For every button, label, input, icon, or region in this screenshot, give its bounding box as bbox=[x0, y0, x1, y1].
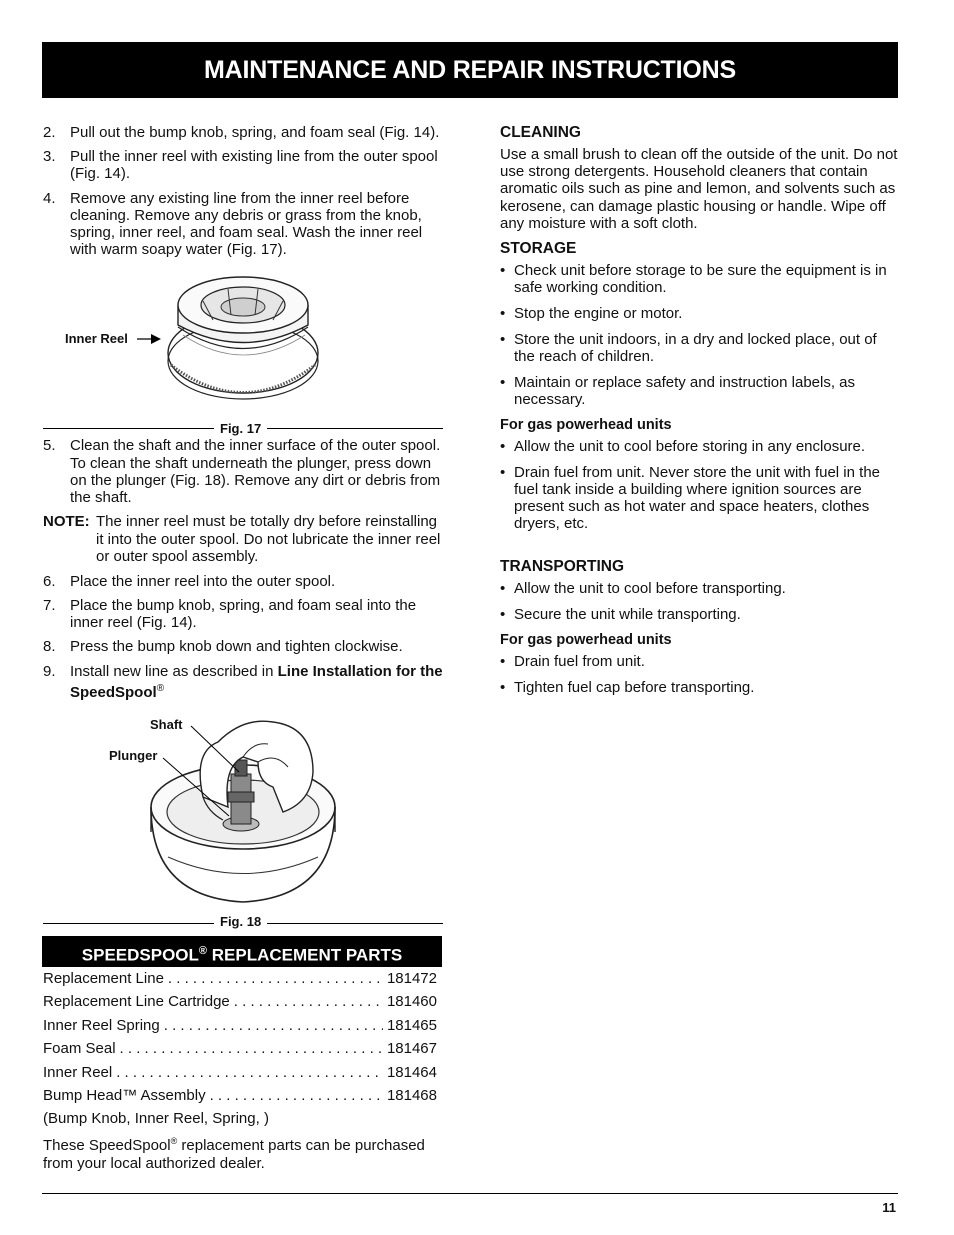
list-item bbox=[500, 374, 900, 408]
bullet-text: Check unit before storage to be sure the equipment is in safe working condition. bbox=[514, 262, 887, 297]
list-item bbox=[500, 438, 900, 455]
list-item bbox=[500, 580, 900, 597]
registered-mark: ® bbox=[170, 1136, 178, 1147]
part-number: 181460 bbox=[386, 993, 437, 1011]
part-row bbox=[43, 993, 437, 1016]
step-7 bbox=[43, 597, 443, 631]
part-row bbox=[43, 1017, 437, 1040]
figure-caption: Fig. 18 bbox=[214, 914, 267, 929]
leader-dots bbox=[164, 1017, 383, 1034]
shaft-plunger-illustration bbox=[43, 712, 443, 912]
part-number: 181465 bbox=[386, 1016, 437, 1034]
plunger-label: Plunger bbox=[109, 748, 158, 763]
leader-dots bbox=[210, 1087, 383, 1104]
step-number: 6. bbox=[43, 572, 56, 590]
step-9 bbox=[43, 663, 443, 701]
leader-dots bbox=[234, 993, 383, 1010]
list-item bbox=[500, 464, 900, 533]
note-label: NOTE: bbox=[43, 513, 90, 531]
bullet-icon: • bbox=[500, 580, 506, 598]
step-8 bbox=[43, 638, 443, 655]
list-item bbox=[500, 679, 900, 696]
step-6 bbox=[43, 573, 443, 590]
step-number: 9. bbox=[43, 662, 56, 680]
part-row bbox=[43, 970, 437, 993]
shaft-label: Shaft bbox=[150, 717, 183, 732]
list-item bbox=[500, 331, 900, 365]
step-bold-ref: Line Installation for the SpeedSpool bbox=[70, 662, 443, 701]
leader-dots bbox=[120, 1040, 383, 1057]
step-2 bbox=[43, 124, 443, 141]
step-number: 2. bbox=[43, 124, 56, 141]
parts-footer-note bbox=[43, 1133, 437, 1171]
figure-17 bbox=[43, 265, 443, 437]
bullet-icon: • bbox=[500, 463, 506, 481]
step-number: 8. bbox=[43, 638, 56, 656]
parts-section-title bbox=[42, 936, 442, 971]
leader-dots bbox=[116, 1064, 383, 1081]
bullet-icon: • bbox=[500, 330, 506, 348]
step-number: 3. bbox=[43, 148, 56, 166]
part-row bbox=[43, 1040, 437, 1063]
part-name: Foam Seal bbox=[43, 1040, 116, 1058]
parts-sub-note: (Bump Knob, Inner Reel, Spring, ) bbox=[43, 1110, 269, 1128]
part-name: Replacement Line Cartridge bbox=[43, 993, 230, 1011]
parts-list bbox=[43, 970, 437, 1172]
footer-text-a: These SpeedSpool bbox=[43, 1137, 171, 1155]
part-name: Replacement Line bbox=[43, 970, 164, 987]
step-text: Remove any existing line from the inner reel before cleaning. Remove any debris or grass from the knob, spring, inner reel, and foam seal. Wash the inner reel with warm soapy water (Fig. 17). bbox=[70, 189, 423, 259]
step-text: Pull out the bump knob, spring, and foam seal (Fig. 14). bbox=[70, 124, 440, 141]
step-4 bbox=[43, 190, 443, 259]
footer-text-b: replacement parts can be purchased from your local authorized dealer. bbox=[43, 1137, 425, 1172]
parts-section-header bbox=[42, 936, 442, 967]
left-column bbox=[43, 124, 443, 708]
footer-divider bbox=[42, 1193, 898, 1194]
step-number: 7. bbox=[43, 596, 56, 614]
part-name: Bump Head™ Assembly bbox=[43, 1086, 206, 1104]
bullet-text: Stop the engine or motor. bbox=[514, 305, 683, 323]
note-text: The inner reel must be totally dry before reinstalling it into the outer spool. Do not lubricate the inner reel or outer spool assembly. bbox=[96, 513, 441, 566]
registered-mark: ® bbox=[156, 682, 165, 694]
bullet-icon: • bbox=[500, 373, 506, 391]
note-block bbox=[43, 513, 443, 566]
part-number: 181468 bbox=[386, 1086, 437, 1104]
bullet-icon: • bbox=[500, 653, 506, 671]
bullet-text: Store the unit indoors, in a dry and locked place, out of the reach of children. bbox=[514, 330, 877, 366]
list-item bbox=[500, 262, 900, 296]
bullet-icon: • bbox=[500, 437, 506, 455]
bullet-text: Allow the unit to cool before storing in any enclosure. bbox=[514, 437, 866, 455]
bullet-text: Tighten fuel cap before transporting. bbox=[514, 678, 755, 696]
figure-caption: Fig. 17 bbox=[214, 421, 267, 436]
transporting-heading: TRANSPORTING bbox=[500, 558, 624, 576]
step-3 bbox=[43, 148, 443, 182]
gas-powerhead-heading: For gas powerhead units bbox=[500, 416, 672, 433]
cleaning-heading: CLEANING bbox=[500, 124, 581, 141]
step-number: 5. bbox=[43, 437, 56, 455]
list-item bbox=[500, 305, 900, 322]
part-row bbox=[43, 1087, 437, 1110]
part-number: 181464 bbox=[386, 1063, 437, 1081]
gas-powerhead-heading: For gas powerhead units bbox=[500, 632, 672, 649]
part-name: Inner Reel Spring bbox=[43, 1016, 160, 1034]
step-text: Clean the shaft and the inner surface of the outer spool. To clean the shaft underneath the plunger, press down on the plunger (Fig. 18). Remove any dirt or debris from the shaft. bbox=[70, 437, 441, 507]
page-title: MAINTENANCE AND REPAIR INSTRUCTIONS bbox=[204, 56, 736, 84]
cleaning-text: Use a small brush to clean off the outside of the unit. Do not use strong detergents. Household cleaners that contain aromatic oils such as pine and lemon, and solvents such as kerosene, can damage plastic housing or handle. Wipe off any moisture with a soft cloth. bbox=[500, 146, 898, 232]
step-number: 4. bbox=[43, 189, 56, 207]
bullet-text: Drain fuel from unit. bbox=[514, 653, 645, 671]
bullet-text: Maintain or replace safety and instruction labels, as necessary. bbox=[514, 373, 856, 409]
leader-dots bbox=[168, 970, 383, 987]
registered-mark: ® bbox=[198, 945, 208, 957]
list-item bbox=[500, 606, 900, 623]
inner-reel-label: Inner Reel bbox=[65, 331, 128, 347]
bullet-text: Secure the unit while transporting. bbox=[514, 606, 741, 624]
figure-18 bbox=[43, 712, 443, 932]
page-number: 11 bbox=[882, 1200, 896, 1215]
parts-title-text: SPEEDSPOOL bbox=[81, 945, 199, 965]
part-name: Inner Reel bbox=[43, 1063, 113, 1081]
bullet-text: Drain fuel from unit. Never store the unit with fuel in the fuel tank inside a building where ignition sources are present such as hot water and space heaters, clothes dryers, etc. bbox=[514, 463, 881, 533]
step-text: Pull the inner reel with existing line from the outer spool (Fig. 14). bbox=[70, 148, 438, 183]
parts-title-rest: REPLACEMENT PARTS bbox=[207, 945, 403, 965]
bullet-icon: • bbox=[500, 678, 506, 696]
page-header-bar bbox=[42, 42, 898, 98]
step-5 bbox=[43, 437, 443, 506]
step-text: Place the bump knob, spring, and foam seal into the inner reel (Fig. 14). bbox=[70, 596, 417, 632]
part-number: 181472 bbox=[386, 970, 437, 987]
list-item bbox=[500, 653, 900, 670]
right-column bbox=[500, 124, 900, 705]
step-text: Press the bump knob down and tighten clockwise. bbox=[70, 638, 403, 656]
step-text: Install new line as described in bbox=[70, 662, 278, 680]
storage-heading: STORAGE bbox=[500, 240, 577, 258]
bullet-icon: • bbox=[500, 305, 506, 323]
bullet-icon: • bbox=[500, 606, 506, 624]
bullet-text: Allow the unit to cool before transporting. bbox=[514, 580, 786, 598]
step-text: Place the inner reel into the outer spool. bbox=[70, 572, 336, 590]
bullet-icon: • bbox=[500, 262, 506, 280]
part-number: 181467 bbox=[386, 1040, 437, 1058]
part-row bbox=[43, 1064, 437, 1087]
